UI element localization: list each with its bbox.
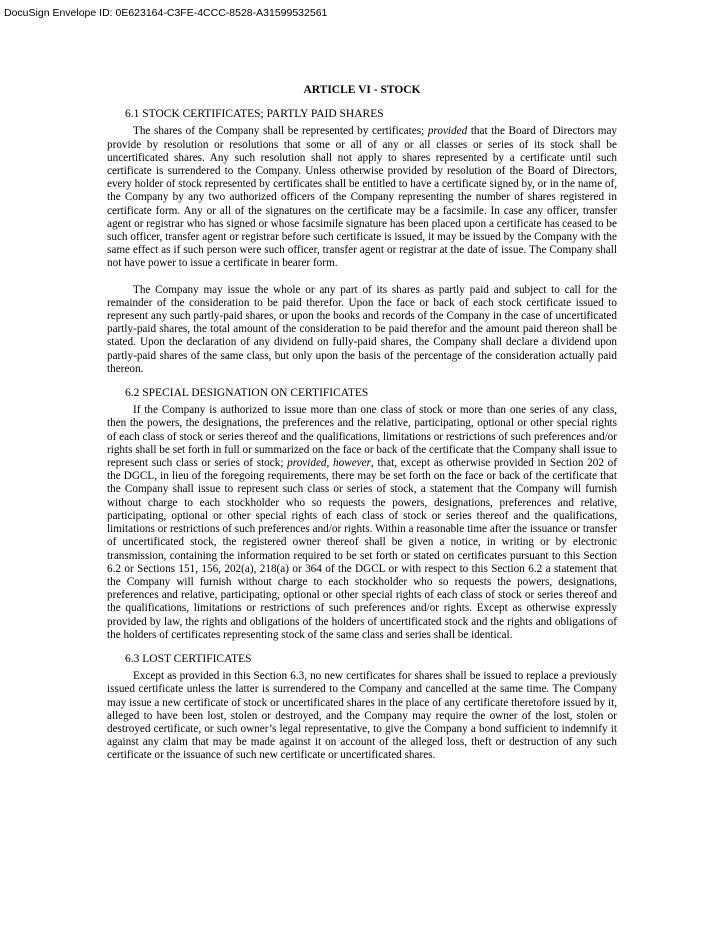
section-6-1 [107, 108, 617, 376]
paragraph-text: If the Company is authorized to issue more than one class of stock or more than one series of any class, then the powers, the designations, the preferences and the relative, participating, optional or other special rights of each class of stock or series thereof and the qualifications, limitations or restrictions of such preferences and/or rights shall be set forth in full or summarized on the face or back of the certificate that the Company shall issue to represent such class or series of stock; [107, 404, 617, 470]
paragraph-text: The shares of the Company shall be represented by certificates; [133, 125, 428, 138]
italic-term-provided: provided [427, 125, 468, 138]
article-title: ARTICLE VI - STOCK [303, 84, 421, 96]
paragraph-lost-certificates: Except as provided in this Section 6.3, no new certificates for shares shall be issued to replace a previously issued certificate unless the latter is surrendered to the Company and cancelled at the same time. The Company may issue a new certificate of stock or uncertificated shares in the place of any certificate theretofore issued by it, alleged to have been lost, stolen or destroyed, and the Company may require the owner of the lost, stolen or destroyed certificate, or such owner’s legal representative, to give the Company a bond sufficient to indemnify it against any claim that may be made against it on account of the alleged loss, theft or destruction of any such certificate or the issuance of such new certificate or uncertificated shares. [107, 670, 617, 762]
paragraph-partly-paid-shares: The Company may issue the whole or any part of its shares as partly paid and subject to call for the remainder of the consideration to be paid therefor. Upon the face or back of each stock certificate issued to represent any such partly-paid shares, or upon the books and records of the Company in the case of uncertificated partly-paid shares, the total amount of the consideration to be paid therefor and the amount paid thereon shall be stated. Upon the declaration of any dividend on fully-paid shares, the Company shall declare a dividend upon partly-paid shares of the same class, but only upon the basis of the percentage of the consideration actually paid thereon. [107, 283, 617, 375]
section-heading-6-3: 6.3 LOST CERTIFICATES [125, 652, 252, 665]
paragraph-special-designation [107, 404, 617, 642]
section-heading-6-2: 6.2 SPECIAL DESIGNATION ON CERTIFICATES [125, 387, 369, 400]
section-6-2 [107, 387, 617, 642]
paragraph-text: that the Board of Directors may provide by resolution or resolutions that some or all of any or all classes or series of its stock shall be uncertificated shares. Any such resolution shall not apply to shares represented by a certificate until such certificate is surrendered to the Company. Unless otherwise provided by resolution of the Board of Directors, every holder of stock represented by certificates shall be entitled to have a certificate signed by, or in the name of, the Company by any two authorized officers of the Company representing the number of shares registered in certificate form. Any or all of the signatures on the certificate may be a facsimile. In case any officer, transfer agent or registrar who has signed or whose facsimile signature has been placed upon a certificate has ceased to be such officer, transfer agent or registrar before such certificate is issued, it may be issued by the Company with the same effect as if such person were such officer, transfer agent or registrar at the date of issue. The Company shall not have power to issue a certificate in bearer form. [107, 125, 617, 270]
section-6-3 [107, 653, 617, 763]
italic-term-provided-however: provided, however [287, 457, 371, 470]
paragraph-stock-certificates [107, 125, 617, 270]
paragraph-text: , that, except as otherwise provided in Section 202 of the DGCL, in lieu of the foregoing requirements, there may be set forth on the face or back of the certificate that the Company shall issue to represent such class or series of stock, a statement that the Company will furnish without charge to each stockholder who so requests the powers, designations, preferences and relative, participating, optional or other special rights of each class of stock or series thereof and the qualifications, limitations or restrictions of such preferences and/or rights. Within a reasonable time after the issuance or transfer of uncertificated stock, the registered owner thereof shall be given a notice, in writing or by electronic transmission, containing the information required to be set forth or stated on certificates pursuant to this Section 6.2 or Sections 151, 156, 202(a), 218(a) or 364 of the DGCL or with respect to this Section 6.2 a statement that the Company will furnish without charge to each stockholder who so requests the powers, designations, preferences and relative, participating, optional or other special rights of each class of stock or series thereof and the qualifications, limitations or restrictions of such preferences and/or rights. Except as otherwise expressly provided by law, the rights and obligations of the holders of uncertificated stock and the rights and obligations of the holders of certificates representing stock of the same class and series shall be identical. [107, 457, 617, 641]
docusign-envelope-id: DocuSign Envelope ID: 0E623164-C3FE-4CCC-8528-A31599532561 [4, 7, 328, 19]
section-heading-6-1: 6.1 STOCK CERTIFICATES; PARTLY PAID SHARES [125, 108, 384, 121]
document-page [107, 84, 617, 763]
